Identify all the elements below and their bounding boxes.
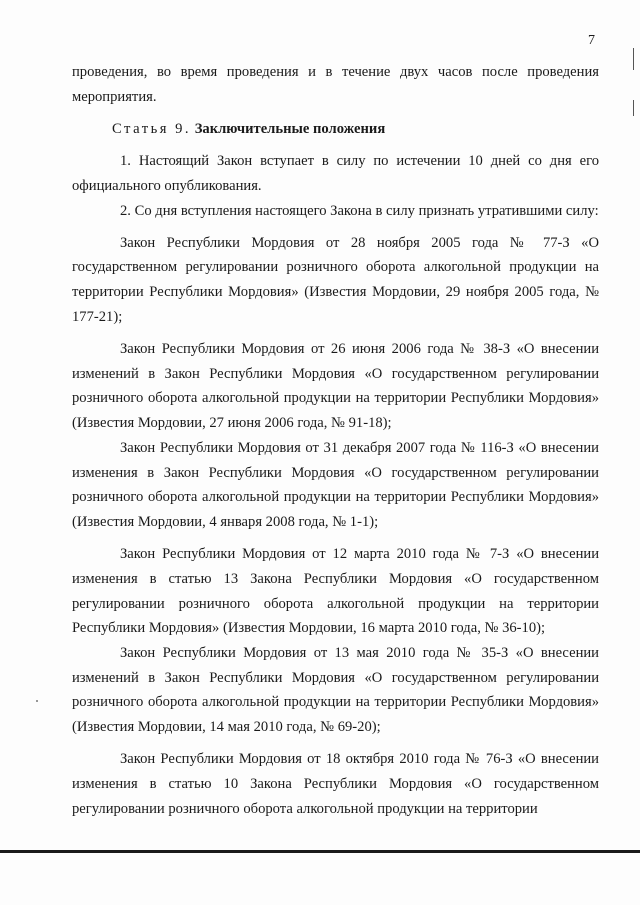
paragraph: Закон Республики Мордовия от 28 ноября 2005 года № 77-З «О государственном регулировании розничного оборота алкогольной продукции на территории Республики Мордовия» (Известия Мордовии, 29 ноября 2005 года, № 177-21);: [72, 234, 599, 325]
paragraph: Закон Республики Мордовия от 18 октября 2010 года № 76-З «О внесении изменения в статью 10 Закона Республики Мордовия «О государственном регулировании розничного оборота алкогольной продукции на территории: [72, 751, 599, 817]
article-label: Статья 9.: [112, 120, 192, 137]
paragraph: 1. Настоящий Закон вступает в силу по истечении 10 дней со дня его официального опубликования.: [72, 153, 599, 194]
paragraph: Закон Республики Мордовия от 12 марта 2010 года № 7-З «О внесении изменения в статью 13 Закона Республики Мордовия «О государственном регулировании розничного оборота алкогольной продукции на территории Республики Мордовия» (Известия Мордовии, 16 марта 2010 года, № 36-10);: [72, 546, 599, 637]
paragraph: Закон Республики Мордовия от 26 июня 2006 года № 38-З «О внесении изменений в Закон Республики Мордовия «О государственном регулировании розничного оборота алкогольной продукции на территории Республики Мордовия» (Известия Мордовии, 27 июня 2006 года, № 91-18);: [72, 341, 599, 432]
paragraph-continuation: проведения, во время проведения и в течение двух часов после проведения мероприятия.: [72, 64, 599, 105]
scan-edge-mark: [633, 48, 635, 70]
scan-bottom-border: [0, 850, 640, 853]
scan-speck: [36, 700, 38, 702]
paragraph: Закон Республики Мордовия от 13 мая 2010 года № 35-З «О внесении изменений в Закон Республики Мордовия «О государственном регулировании розничного оборота алкогольной продукции на территории Республики Мордовия» (Известия Мордовии, 14 мая 2010 года, № 69-20);: [72, 644, 599, 736]
page-number: 7: [588, 33, 595, 48]
paragraph: 2. Со дня вступления настоящего Закона в силу признать утратившими силу:: [120, 202, 599, 219]
article-title: Заключительные положения: [194, 120, 386, 137]
article-heading: [72, 117, 599, 142]
scan-edge-mark: [633, 100, 635, 116]
paragraph: Закон Республики Мордовия от 31 декабря 2007 года № 116-З «О внесении изменения в Закон Республики Мордовия «О государственном регулировании розничного оборота алкогольной продукции на территории Республики Мордовия» (Известия Мордовии, 4 января 2008 года, № 1-1);: [72, 439, 599, 530]
document-body: [72, 60, 599, 821]
